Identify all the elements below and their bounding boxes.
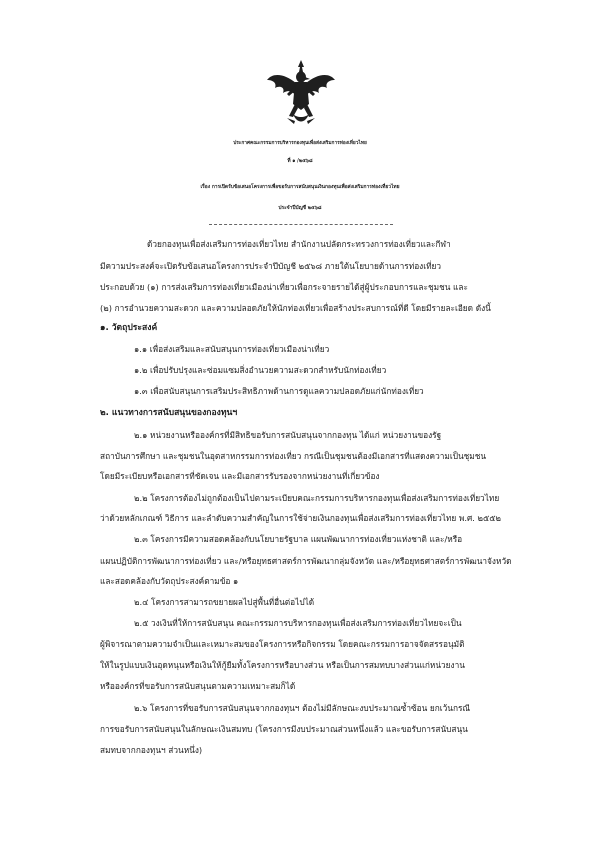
intro-line: มีความประสงค์จะเปิดรับข้อเสนอโครงการประจำปีบัญชี ๒๕๖๘ ภายใต้นโยบายด้านการท่องเที่ยว: [100, 261, 442, 271]
paragraph-line: หรือองค์กรที่ขอรับการสนับสนุนตามความเหมาะสมก็ได้: [100, 681, 296, 691]
section-heading: ๒. แนวทางการสนับสนุนของกองทุนฯ: [100, 408, 238, 418]
announcement-title: ประกาศคณะกรรมการบริหารกองทุนเพื่อส่งเสริมการท่องเที่ยวไทย: [233, 141, 367, 146]
intro-line: ด้วยกองทุนเพื่อส่งเสริมการท่องเที่ยวไทย สำนักงานปลัดกระทรวงการท่องเที่ยวและกีฬา: [147, 239, 451, 249]
paragraph-line: ๒.๔ โครงการสามารถขยายผลไปสู่พื้นที่อื่นต่อไปได้: [134, 597, 315, 607]
garuda-emblem-icon: [265, 58, 337, 128]
paragraph-line: ๒.๒ โครงการต้องไม่ถูกต้องเป็นไปตามระเบียบคณะกรรมการบริหารกองทุนเพื่อส่งเสริมการท่องเที่ยวไทย: [134, 493, 500, 503]
paragraph-line: ๒.๖ โครงการที่ขอรับการสนับสนุนจากกองทุนฯ ต้องไม่มีลักษณะงบประมาณซ้ำซ้อน ยกเว้นกรณี: [134, 703, 471, 713]
paragraph-line: ๒.๕ วงเงินที่ให้การสนับสนุน คณะกรรมการบริหารกองทุนเพื่อส่งเสริมการท่องเที่ยวไทยจะเป็น: [134, 618, 462, 628]
section-heading: ๑. วัตถุประสงค์: [100, 323, 158, 333]
fiscal-year: ประจำปีบัญชี ๒๕๖๘: [278, 205, 322, 211]
paragraph-line: ว่าด้วยหลักเกณฑ์ วิธีการ และลำดับความสำคัญในการใช้จ่ายเงินกองทุนเพื่อส่งเสริมการท่องเที่ยวไทย พ.ศ. ๒๕๕๒: [100, 513, 502, 523]
paragraph-line: และสอดคล้องกับวัตถุประสงค์ตามข้อ ๑: [100, 576, 239, 586]
announcement-number: ที่ ๑ /๒๕๖๘: [287, 158, 313, 164]
divider: [209, 224, 393, 225]
paragraph-line: แผนปฏิบัติการพัฒนาการท่องเที่ยว และ/หรือยุทธศาสตร์การพัฒนากลุ่มจังหวัด และ/หรือยุทธศาสตร์การพัฒนาจังหวัด: [100, 556, 512, 566]
announcement-subject: เรื่อง การเปิดรับข้อเสนอโครงการเพื่อขอรับการสนับสนุนเงินกองทุนเพื่อส่งเสริมการท่องเที่ยวไทย: [200, 184, 400, 190]
paragraph-line: สมทบจากกองทุนฯ ส่วนหนึ่ง): [100, 745, 203, 755]
intro-line: (๒) การอำนวยความสะดวก และความปลอดภัยให้นักท่องเที่ยวเพื่อสร้างประสบการณ์ที่ดี โดยมีรายละเอียด ดังนี้: [100, 303, 491, 313]
intro-line: ประกอบด้วย (๑) การส่งเสริมการท่องเที่ยวเมืองน่าเที่ยวเพื่อกระจายรายได้สู่ผู้ประกอบการและชุมชน และ: [100, 282, 468, 292]
paragraph-line: สถาบันการศึกษา และชุมชนในอุตสาหกรรมการท่องเที่ยว กรณีเป็นชุมชนต้องมีเอกสารที่แสดงความเป็นชุมชน: [100, 451, 487, 461]
paragraph-line: การขอรับการสนับสนุนในลักษณะเงินสมทบ (โครงการมีงบประมาณส่วนหนึ่งแล้ว และขอรับการสนับสนุน: [100, 724, 468, 734]
paragraph-line: ผู้พิจารณาตามความจำเป็นและเหมาะสมของโครงการหรือกิจกรรม โดยคณะกรรมการอาจจัดสรรอนุมัติ: [100, 639, 465, 649]
list-item: ๑.๒ เพื่อปรับปรุงและซ่อมแซมสิ่งอำนวยความสะดวกสำหรับนักท่องเที่ยว: [134, 365, 387, 375]
list-item: ๑.๓ เพื่อสนับสนุนการเสริมประสิทธิภาพด้านการดูแลความปลอดภัยแก่นักท่องเที่ยว: [134, 386, 424, 396]
paragraph-line: โดยมีระเบียบหรือเอกสารที่ชัดเจน และมีเอกสารรับรองจากหน่วยงานที่เกี่ยวข้อง: [100, 471, 380, 481]
paragraph-line: ให้ในรูปแบบเงินอุดหนุนหรือเงินให้กู้ยืมทั้งโครงการหรือบางส่วน หรือเป็นการสมทบบางส่วนแก่หน่วยงาน: [100, 660, 465, 670]
list-item: ๑.๑ เพื่อส่งเสริมและสนับสนุนการท่องเที่ยวเมืองน่าเที่ยว: [134, 344, 330, 354]
paragraph-line: ๒.๑ หน่วยงานหรือองค์กรที่มีสิทธิขอรับการสนับสนุนจากกองทุน ได้แก่ หน่วยงานของรัฐ: [134, 430, 442, 440]
paragraph-line: ๒.๓ โครงการมีความสอดคล้องกับนโยบายรัฐบาล แผนพัฒนาการท่องเที่ยวแห่งชาติ และ/หรือ: [134, 534, 463, 544]
